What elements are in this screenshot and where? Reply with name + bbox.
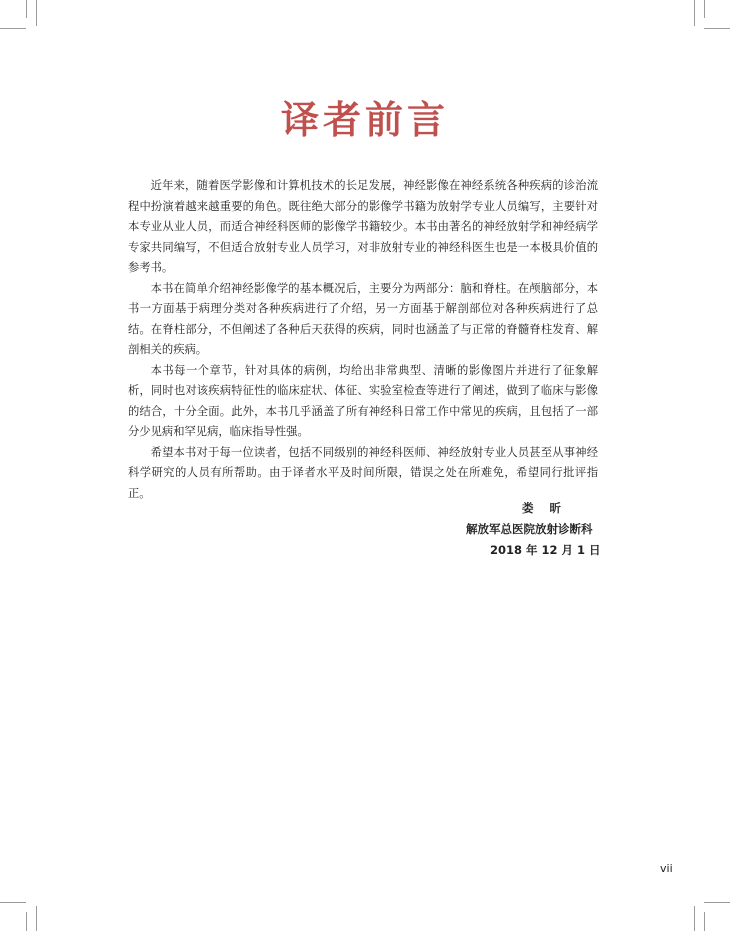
crop-mark	[0, 902, 26, 903]
crop-mark	[26, 912, 27, 931]
page-number: vii	[660, 862, 673, 875]
crop-mark	[0, 28, 26, 29]
crop-mark	[704, 902, 730, 903]
paragraph: 本书在简单介绍神经影像学的基本概况后，主要分为两部分：脑和脊柱。在颅脑部分，本书一方面基于病理分类对各种疾病进行了介绍，另一方面基于解剖部位对各种疾病进行了总结。在脊柱部分，不但阐述了各种后天获得的疾病，同时也涵盖了与正常的脊髓脊柱发育、解剖相关的疾病。	[128, 281, 598, 356]
crop-mark	[694, 906, 695, 931]
crop-mark	[36, 906, 37, 931]
signature-date: 2018 年 12 月 1 日	[490, 543, 601, 557]
page-title: 译者前言	[280, 97, 449, 142]
crop-mark	[694, 0, 695, 26]
paragraph: 本书每一个章节，针对具体的病例，均给出非常典型、清晰的影像图片并进行了征象解析，同时也对该疾病特征性的临床症状、体征、实验室检查等进行了阐述，做到了临床与影像的结合，十分全面。此外，本书几乎涵盖了所有神经科日常工作中常见的疾病，且包括了一部分少见病和罕见病，临床指导性强。	[128, 363, 598, 438]
paragraph: 近年来，随着医学影像和计算机技术的长足发展，神经影像在神经系统各种疾病的诊治流程中扮演着越来越重要的角色。既往绝大部分的影像学书籍为放射学专业人员编写，主要针对本专业从业人员，而适合神经科医师的影像学书籍较少。本书由著名的神经放射学和神经病学专家共同编写，不但适合放射专业人员学习，对非放射专业的神经科医生也是一本极具价值的参考书。	[128, 179, 598, 274]
crop-mark	[704, 28, 730, 29]
crop-mark	[704, 912, 705, 931]
preface-body	[128, 176, 598, 504]
translator-organization: 解放军总医院放射诊断科	[466, 522, 593, 536]
crop-mark	[704, 0, 705, 18]
translator-name: 娄 昕	[522, 501, 568, 515]
signature-block	[440, 498, 640, 561]
crop-mark	[36, 0, 37, 26]
crop-mark	[26, 0, 27, 18]
paragraph: 希望本书对于每一位读者，包括不同级别的神经科医师、神经放射专业人员甚至从事神经科学研究的人员有所帮助。由于译者水平及时间所限，错误之处在所难免，希望同行批评指正。	[128, 445, 598, 500]
